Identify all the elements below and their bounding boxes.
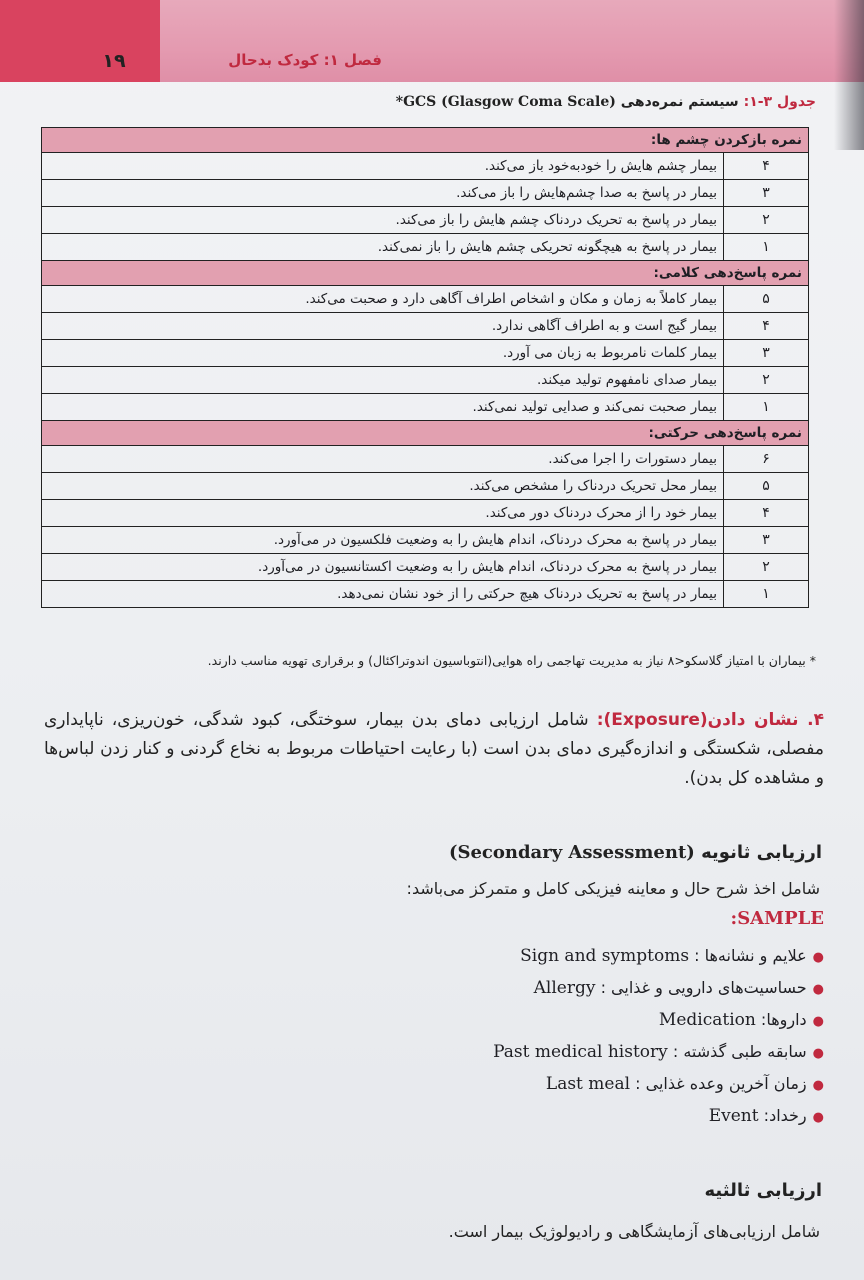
score-cell: ۲	[724, 367, 809, 394]
item-fa: سابقه طبی گذشته :	[672, 1042, 807, 1061]
table-row	[42, 581, 809, 608]
list-item	[493, 1036, 824, 1068]
exposure-paragraph	[44, 706, 824, 793]
item-en: Event	[708, 1106, 759, 1126]
item-en: Allergy	[533, 978, 596, 998]
table-row	[42, 473, 809, 500]
table-row	[42, 207, 809, 234]
table-footnote: * بیماران با امتیاز گلاسکو<۸ نیاز به مدیریت تهاجمی راه هوایی(انتوباسیون اندوتراکئال) و برقراری تهویه مناسب دارند.	[207, 653, 816, 668]
score-cell: ۱	[724, 581, 809, 608]
description-cell: بیمار در پاسخ به هیچگونه تحریکی چشم هایش را باز نمی‌کند.	[42, 234, 724, 261]
secondary-heading	[449, 842, 822, 863]
bullet-icon: ●	[812, 950, 824, 965]
description-cell: بیمار خود را از محرک دردناک دور می‌کند.	[42, 500, 724, 527]
score-cell: ۴	[724, 313, 809, 340]
page-number: ۱۹	[102, 50, 126, 72]
item-en: Sign and symptoms	[520, 946, 690, 966]
description-cell: بیمار صدای نامفهوم تولید میکند.	[42, 367, 724, 394]
table-row	[42, 153, 809, 180]
page-edge-shadow	[834, 0, 864, 150]
chapter-title: فصل ۱: کودک بدحال	[228, 51, 382, 69]
table-row	[42, 527, 809, 554]
table-caption-english: GCS (Glasgow Coma Scale)*	[395, 94, 616, 110]
bullet-icon: ●	[812, 982, 824, 997]
score-cell: ۳	[724, 180, 809, 207]
item-fa: داروها:	[760, 1010, 807, 1029]
table-section-header	[42, 128, 809, 153]
item-fa: رخداد:	[763, 1106, 807, 1125]
bullet-icon: ●	[812, 1014, 824, 1029]
table-row	[42, 500, 809, 527]
score-cell: ۴	[724, 153, 809, 180]
description-cell: بیمار در پاسخ به صدا چشم‌هایش را باز می‌کند.	[42, 180, 724, 207]
bullet-icon: ●	[812, 1078, 824, 1093]
description-cell: بیمار کلمات نامربوط به زبان می آورد.	[42, 340, 724, 367]
table-row	[42, 394, 809, 421]
score-cell: ۱	[724, 234, 809, 261]
tertiary-text: شامل ارزیابی‌های آزمایشگاهی و رادیولوژیک بیمار است.	[448, 1222, 820, 1241]
table-caption-number: جدول ۳-۱:	[743, 94, 816, 110]
score-cell: ۳	[724, 340, 809, 367]
list-item	[493, 940, 824, 972]
score-cell: ۲	[724, 554, 809, 581]
section-title: نمره بازکردن چشم ها:	[42, 128, 809, 153]
score-cell: ۳	[724, 527, 809, 554]
table-caption	[396, 94, 816, 110]
description-cell: بیمار در پاسخ به محرک دردناک، اندام هایش را به وضعیت اکستانسیون در می‌آورد.	[42, 554, 724, 581]
score-cell: ۱	[724, 394, 809, 421]
score-cell: ۶	[724, 446, 809, 473]
list-item	[493, 1068, 824, 1100]
secondary-heading-en: (Secondary Assessment)	[448, 842, 695, 863]
item-fa: حساسیت‌های دارویی و غذایی :	[600, 978, 807, 997]
description-cell: بیمار در پاسخ به تحریک دردناک هیچ حرکتی را از خود نشان نمی‌دهد.	[42, 581, 724, 608]
description-cell: بیمار چشم هایش را خودبه‌خود باز می‌کند.	[42, 153, 724, 180]
score-cell: ۵	[724, 286, 809, 313]
item-en: Last meal	[545, 1074, 631, 1094]
section-title: نمره پاسخ‌دهی کلامی:	[42, 261, 809, 286]
description-cell: بیمار صحبت نمی‌کند و صدایی تولید نمی‌کند.	[42, 394, 724, 421]
table-row	[42, 180, 809, 207]
item-fa: زمان آخرین وعده غذایی :	[635, 1074, 807, 1093]
item-en: Past medical history	[493, 1042, 668, 1062]
description-cell: بیمار در پاسخ به تحریک دردناک چشم هایش را باز می‌کند.	[42, 207, 724, 234]
sample-list	[493, 940, 824, 1132]
table-row	[42, 286, 809, 313]
item-fa: علایم و نشانه‌ها :	[694, 946, 807, 965]
table-row	[42, 313, 809, 340]
table-row	[42, 367, 809, 394]
score-cell: ۲	[724, 207, 809, 234]
section-title: نمره پاسخ‌دهی حرکتی:	[42, 421, 809, 446]
description-cell: بیمار محل تحریک دردناک را مشخص می‌کند.	[42, 473, 724, 500]
table-row	[42, 234, 809, 261]
description-cell: بیمار دستورات را اجرا می‌کند.	[42, 446, 724, 473]
table-row	[42, 554, 809, 581]
list-item	[493, 972, 824, 1004]
tertiary-heading: ارزیابی ثالثیه	[704, 1180, 822, 1201]
gcs-table	[41, 127, 809, 608]
item-en: Medication	[658, 1010, 756, 1030]
description-cell: بیمار در پاسخ به محرک دردناک، اندام هایش را به وضعیت فلکسیون در می‌آورد.	[42, 527, 724, 554]
table-caption-text: سیستم نمره‌دهی	[620, 94, 739, 110]
table-section-header	[42, 421, 809, 446]
table-section-header	[42, 261, 809, 286]
list-item	[493, 1100, 824, 1132]
secondary-heading-fa: ارزیابی ثانویه	[701, 842, 822, 863]
score-cell: ۵	[724, 473, 809, 500]
list-item	[493, 1004, 824, 1036]
secondary-intro: شامل اخذ شرح حال و معاینه فیزیکی کامل و متمرکز می‌باشد:	[406, 879, 820, 898]
exposure-text: شامل ارزیابی دمای بدن بیمار، سوختگی، کبود شدگی، خون‌ریزی، ناپایداری مفصلی، شکستگی و اندازه‌گیری دمای بدن است (با رعایت احتیاطات مربوط به نخاع گردنی و کنار زدن لباس‌ها و مشاهده کل بدن).	[44, 710, 824, 788]
exposure-label: ۴. نشان دادن(Exposure):	[596, 710, 825, 730]
sample-label: SAMPLE:	[730, 908, 824, 929]
table-row	[42, 446, 809, 473]
description-cell: بیمار کاملاً به زمان و مکان و اشخاص اطراف آگاهی دارد و صحبت می‌کند.	[42, 286, 724, 313]
table-row	[42, 340, 809, 367]
description-cell: بیمار گیج است و به اطراف آگاهی ندارد.	[42, 313, 724, 340]
bullet-icon: ●	[812, 1046, 824, 1061]
bullet-icon: ●	[812, 1110, 824, 1125]
score-cell: ۴	[724, 500, 809, 527]
